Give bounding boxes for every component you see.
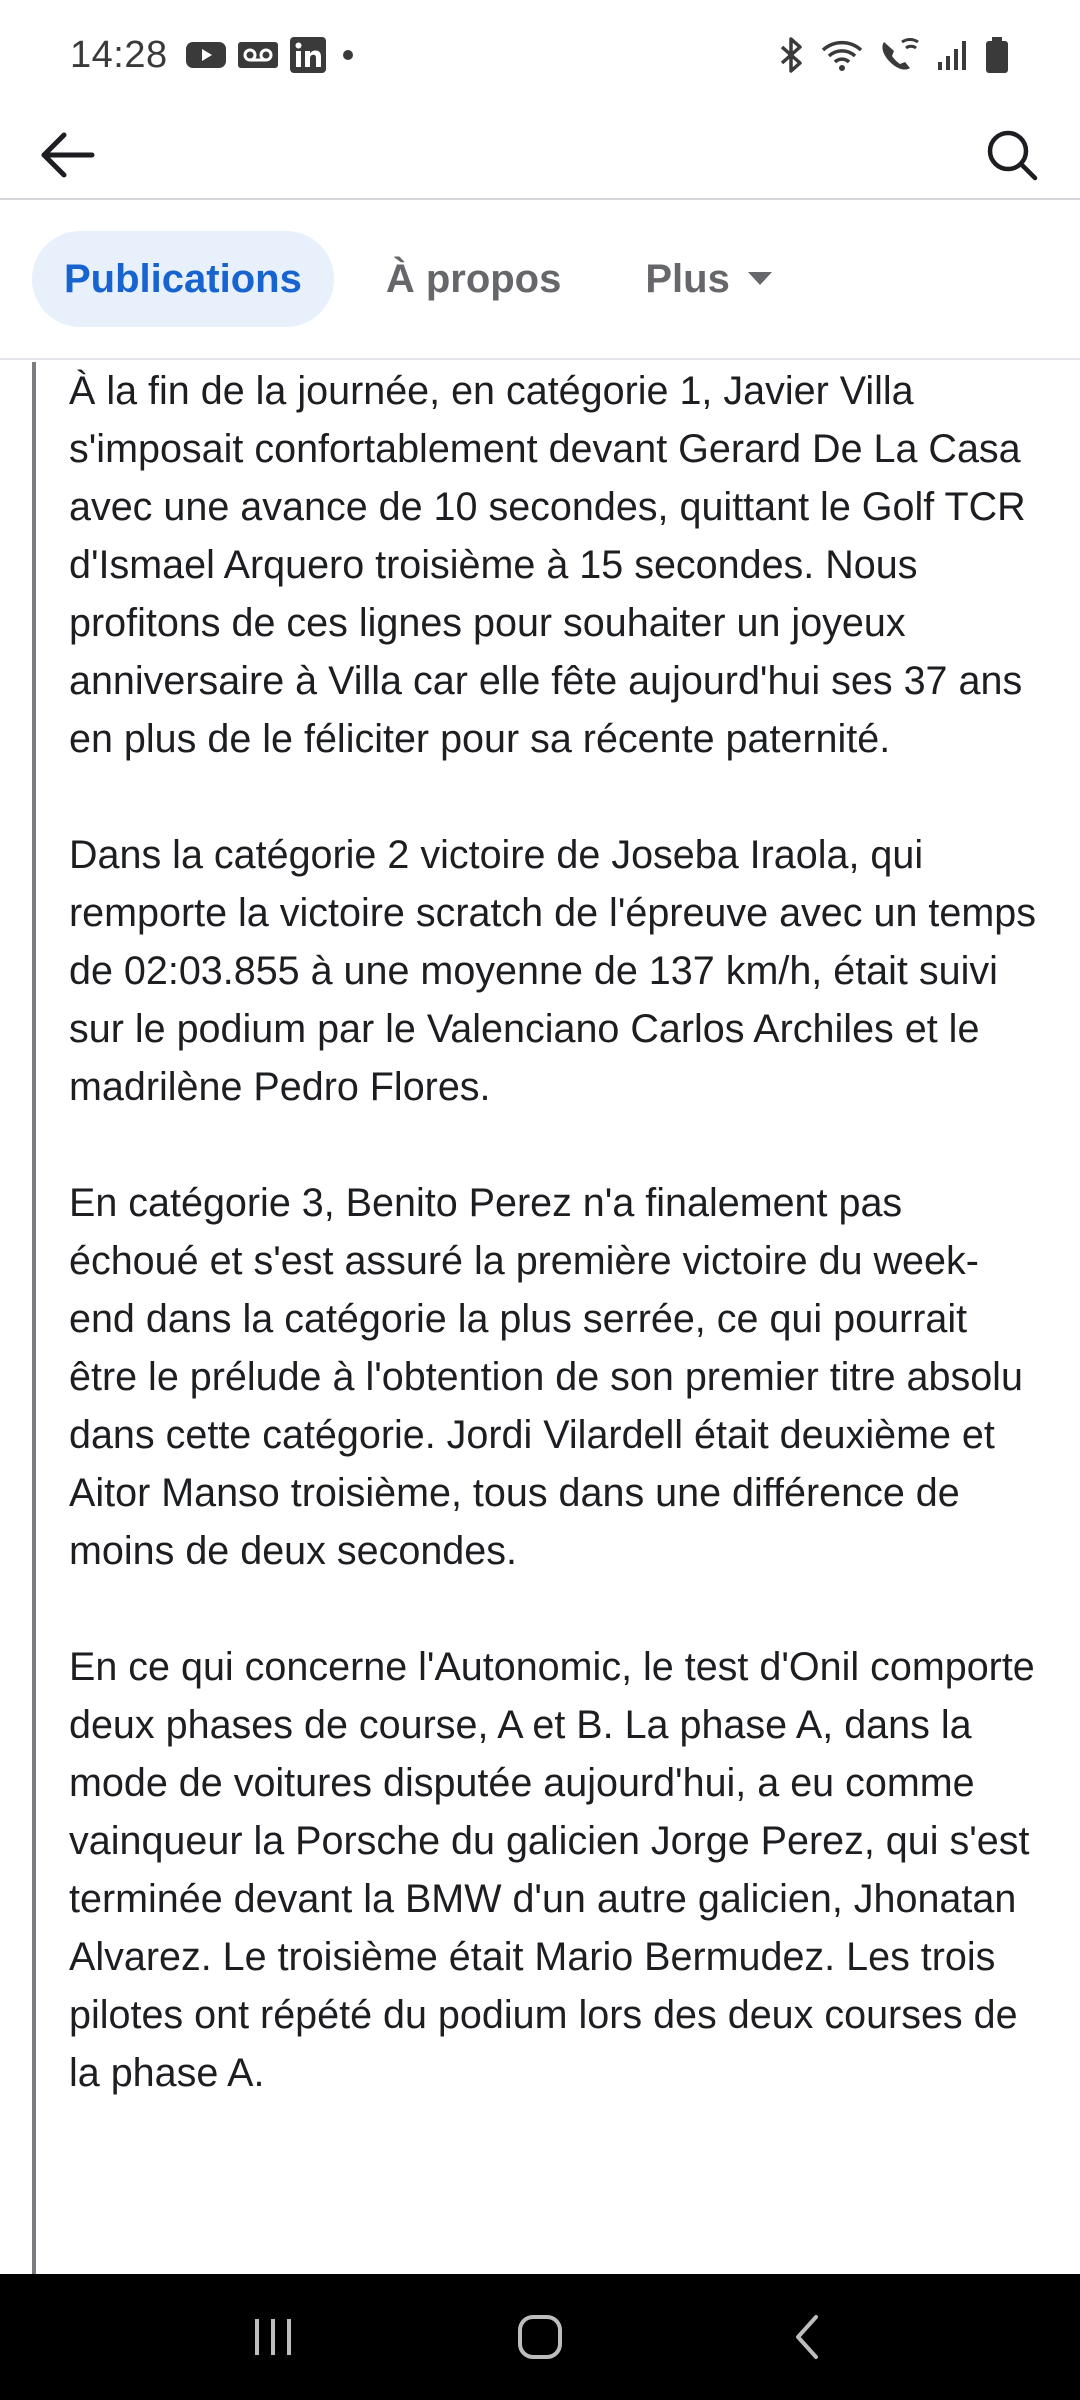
recent-apps-button[interactable] [228, 2292, 318, 2382]
status-bar [0, 0, 1080, 110]
app-bar [0, 110, 1080, 200]
dot-icon [338, 45, 358, 65]
bluetooth-icon [776, 36, 806, 74]
tab-publications[interactable] [32, 231, 334, 327]
system-nav-bar [0, 2274, 1080, 2400]
tab-plus[interactable] [613, 231, 803, 327]
system-back-button[interactable] [762, 2292, 852, 2382]
post-text [69, 362, 1039, 2160]
search-icon [985, 128, 1039, 182]
home-button[interactable] [495, 2292, 585, 2382]
profile-tabs [0, 200, 1080, 360]
back-chevron-icon [792, 2313, 822, 2361]
linkedin-icon [290, 37, 326, 73]
voicemail-icon [238, 38, 278, 72]
back-button[interactable] [36, 123, 100, 187]
post-paragraph: En catégorie 3, Benito Perez n'a finalement pas échoué et s'est assuré la première victoire du week-end dans la catégorie la plus serrée, ce qui pourrait être le prélude à l'obtention de son premier titre absolu dans cette catégorie. Jordi Vilardell était deuxième et Aitor Manso troisième, tous dans une différence de moins de deux secondes. [69, 1181, 1023, 1573]
battery-icon [984, 36, 1010, 74]
post-content [0, 362, 1080, 2274]
recent-apps-icon [251, 2317, 295, 2357]
tab-a-propos[interactable] [354, 231, 594, 327]
tab-label: Publications [64, 256, 302, 301]
tab-label: À propos [385, 256, 562, 301]
signal-icon [936, 38, 970, 72]
status-time: 14:28 [70, 33, 168, 76]
youtube-icon [186, 40, 226, 70]
home-icon [516, 2313, 564, 2361]
arrow-left-icon [40, 131, 96, 179]
wifi-icon [820, 38, 864, 72]
post-paragraph: À la fin de la journée, en catégorie 1, Javier Villa s'imposait confortablement devant Gerard De La Casa avec une avance de 10 secondes, quittant le Golf TCR d'Ismael Arquero troisième à 15 secondes. Nous profitons de ces lignes pour souhaiter un joyeux anniversaire à Villa car elle fête aujourd'hui ses 37 ans en plus de le féliciter pour sa récente paternité. [69, 369, 1026, 761]
wifi-calling-icon [878, 36, 922, 74]
post-paragraph: Dans la catégorie 2 victoire de Joseba Iraola, qui remporte la victoire scratch de l'épreuve avec un temps de 02:03.855 à une moyenne de 137 km/h, était suivi sur le podium par le Valenciano Carlos Archiles et le madrilène Pedro Flores. [69, 833, 1036, 1109]
tab-label: Plus [645, 256, 730, 301]
post-paragraph: En ce qui concerne l'Autonomic, le test d'Onil comporte deux phases de course, A et B. La phase A, dans la mode de voitures disputée aujourd'hui, a eu comme vainqueur la Porsche du galicien Jorge Perez, qui s'est terminée devant la BMW d'un autre galicien, Jhonatan Alvarez. Le troisième était Mario Bermudez. Les trois pilotes ont répété du podium lors des deux courses de la phase A. [69, 1645, 1035, 2095]
quote-bar [32, 362, 36, 2274]
caret-down-icon [748, 272, 772, 286]
search-button[interactable] [980, 123, 1044, 187]
status-left-icons [186, 37, 358, 73]
status-right-icons [776, 36, 1010, 74]
